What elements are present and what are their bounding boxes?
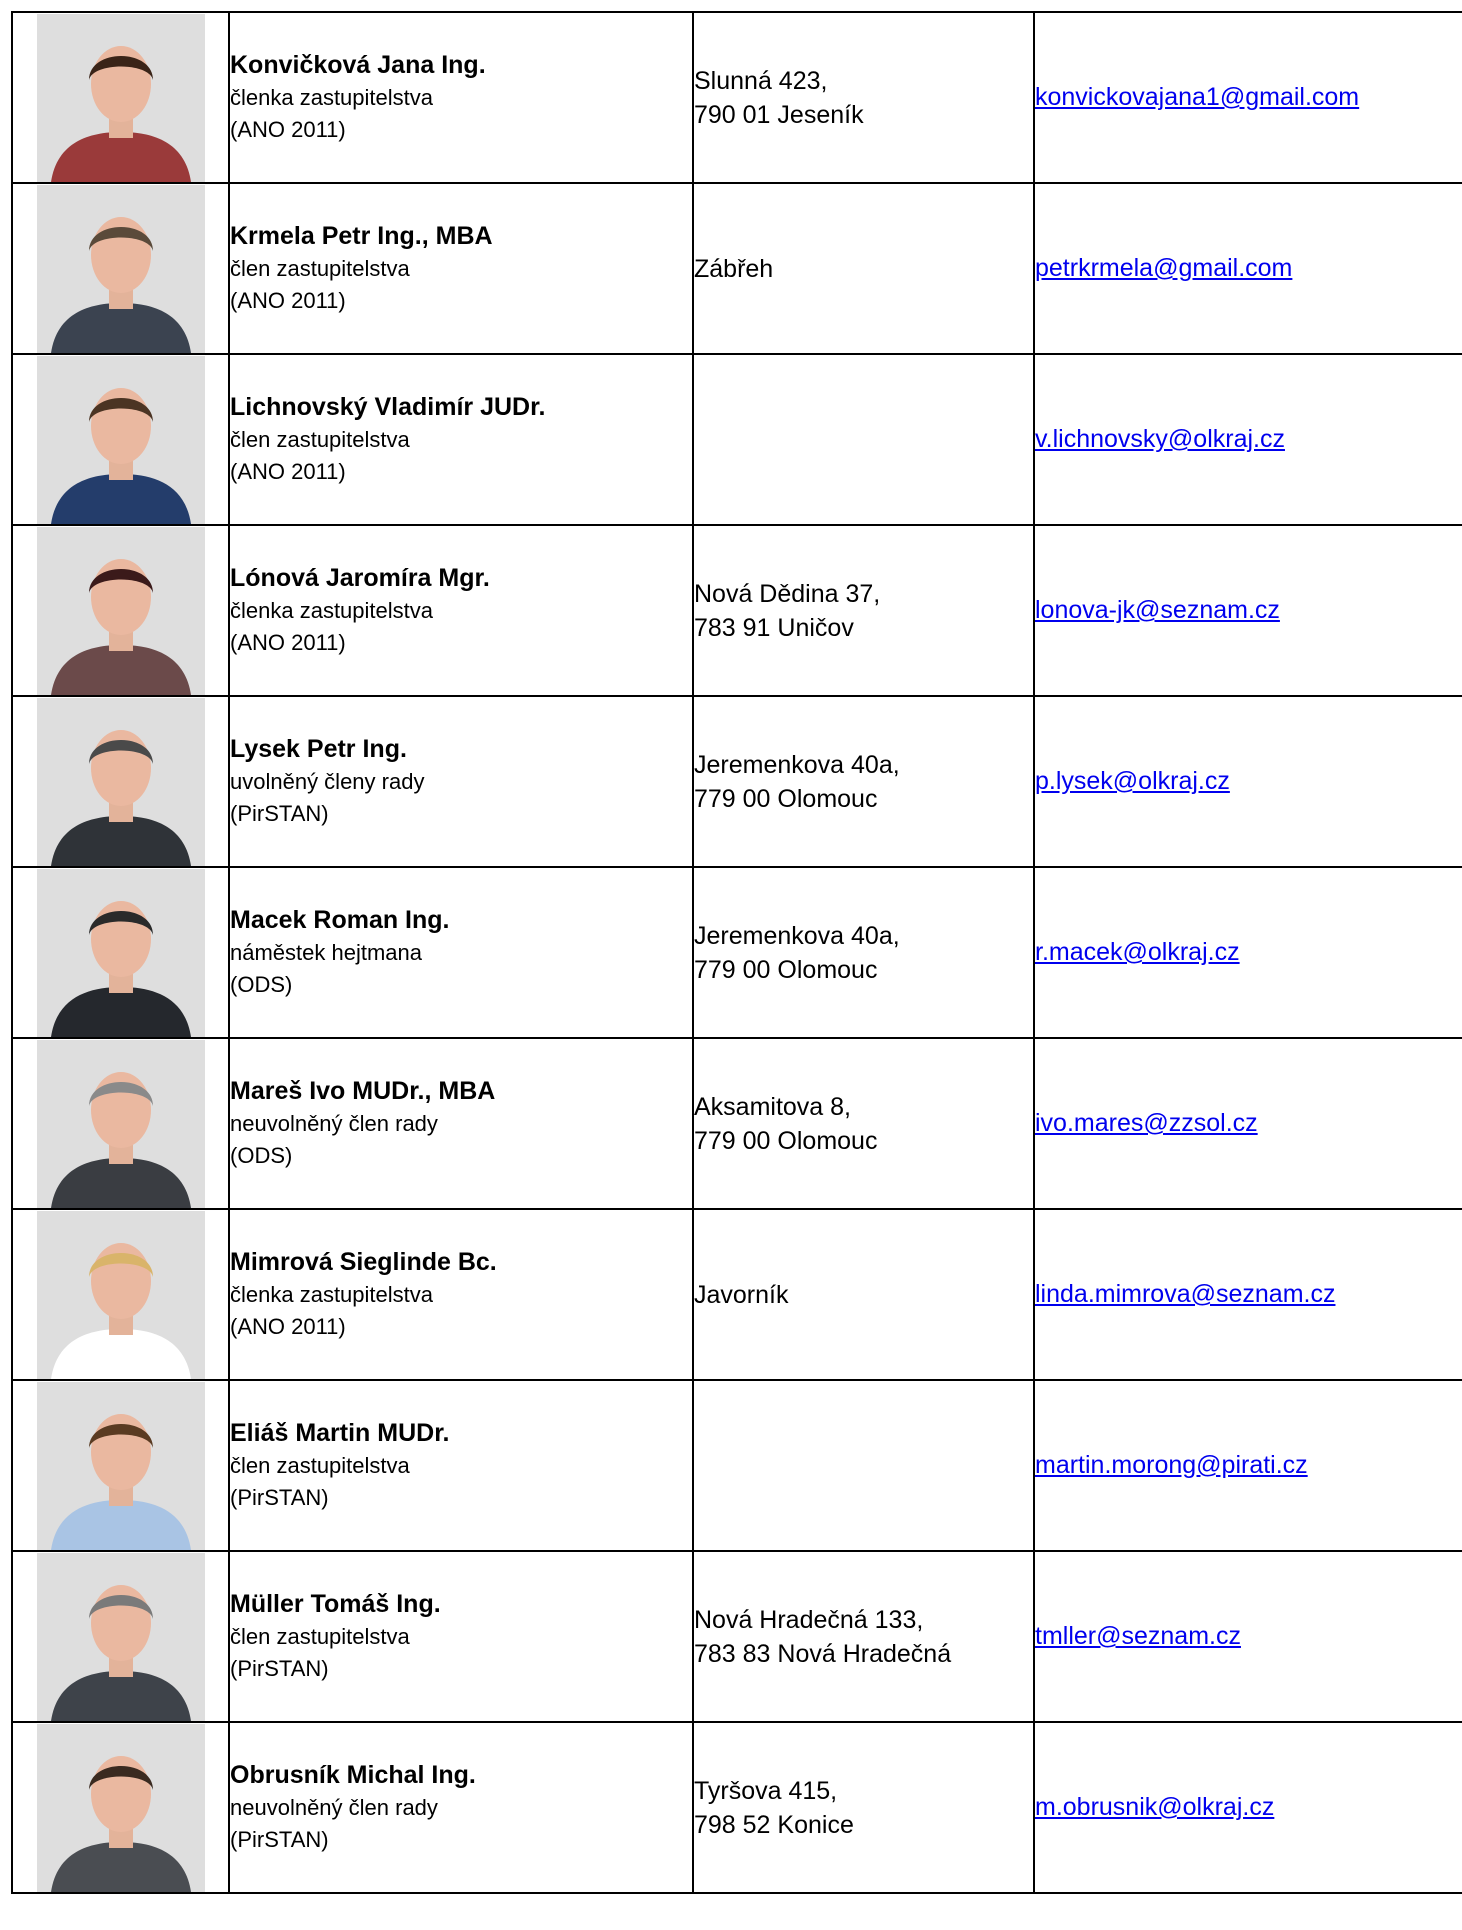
member-info-cell [229, 1551, 693, 1722]
member-role: uvolněný členy rady [230, 769, 425, 794]
photo-cell [12, 1722, 229, 1893]
member-portrait [37, 869, 205, 1037]
address-line: Jeremenkova 40a, [694, 750, 900, 779]
member-party: (ANO 2011) [230, 459, 346, 484]
member-email-cell [1034, 1380, 1462, 1551]
member-email-cell [1034, 1722, 1462, 1893]
member-portrait [37, 1382, 205, 1550]
member-address-cell [693, 1722, 1034, 1893]
photo-cell [12, 1551, 229, 1722]
table-row [12, 696, 1462, 867]
address-line: Javorník [694, 1280, 789, 1309]
member-role: neuvolněný člen rady [230, 1795, 438, 1820]
email-link[interactable]: r.macek@olkraj.cz [1035, 938, 1240, 966]
member-role: členka zastupitelstva [230, 1282, 433, 1307]
photo-cell [12, 696, 229, 867]
table-row [12, 1209, 1462, 1380]
member-party: (ANO 2011) [230, 117, 346, 142]
member-info-cell [229, 183, 693, 354]
address-line: Jeremenkova 40a, [694, 921, 900, 950]
member-address-cell [693, 354, 1034, 525]
member-party: (ANO 2011) [230, 630, 346, 655]
member-name: Lysek Petr Ing. [230, 735, 407, 763]
member-address-cell [693, 1209, 1034, 1380]
member-name: Obrusník Michal Ing. [230, 1761, 476, 1789]
member-address-cell [693, 1551, 1034, 1722]
member-portrait [37, 698, 205, 866]
council-members-table [11, 11, 1462, 1894]
photo-cell [12, 867, 229, 1038]
photo-cell [12, 1380, 229, 1551]
email-link[interactable]: v.lichnovsky@olkraj.cz [1035, 425, 1285, 453]
table-row [12, 867, 1462, 1038]
member-info-cell [229, 1209, 693, 1380]
email-link[interactable]: tmller@seznam.cz [1035, 1622, 1241, 1650]
member-role: člen zastupitelstva [230, 256, 410, 281]
address-line: Nová Dědina 37, [694, 579, 881, 608]
member-party: (ANO 2011) [230, 1314, 346, 1339]
member-name: Mimrová Sieglinde Bc. [230, 1248, 497, 1276]
email-link[interactable]: martin.morong@pirati.cz [1035, 1451, 1308, 1479]
email-link[interactable]: m.obrusnik@olkraj.cz [1035, 1793, 1275, 1821]
member-portrait [37, 527, 205, 695]
member-address-cell [693, 1038, 1034, 1209]
member-address-cell [693, 1380, 1034, 1551]
member-email-cell [1034, 525, 1462, 696]
address-line: Nová Hradečná 133, [694, 1605, 924, 1634]
member-name: Macek Roman Ing. [230, 906, 450, 934]
member-party: (PirSTAN) [230, 1485, 329, 1510]
member-role: členka zastupitelstva [230, 598, 433, 623]
member-name: Müller Tomáš Ing. [230, 1590, 441, 1618]
member-role: náměstek hejtmana [230, 940, 422, 965]
member-role: člen zastupitelstva [230, 1453, 410, 1478]
member-address-cell [693, 867, 1034, 1038]
member-info-cell [229, 867, 693, 1038]
table-row [12, 12, 1462, 183]
member-address-cell [693, 696, 1034, 867]
member-party: (ANO 2011) [230, 288, 346, 313]
table-row [12, 1038, 1462, 1209]
member-name: Lónová Jaromíra Mgr. [230, 564, 490, 592]
member-name: Konvičková Jana Ing. [230, 51, 486, 79]
member-party: (ODS) [230, 1143, 293, 1168]
member-portrait [37, 1724, 205, 1892]
address-line: 779 00 Olomouc [694, 955, 878, 984]
member-party: (PirSTAN) [230, 1827, 329, 1852]
member-role: členka zastupitelstva [230, 85, 433, 110]
photo-cell [12, 1038, 229, 1209]
member-role: člen zastupitelstva [230, 1624, 410, 1649]
email-link[interactable]: lonova-jk@seznam.cz [1035, 596, 1280, 624]
member-role: člen zastupitelstva [230, 427, 410, 452]
address-line: 798 52 Konice [694, 1810, 854, 1839]
address-line: Slunná 423, [694, 66, 828, 95]
member-info-cell [229, 354, 693, 525]
member-portrait [37, 356, 205, 524]
table-row [12, 525, 1462, 696]
photo-cell [12, 354, 229, 525]
member-address-cell [693, 525, 1034, 696]
email-link[interactable]: p.lysek@olkraj.cz [1035, 767, 1230, 795]
address-line: Aksamitova 8, [694, 1092, 852, 1121]
member-portrait [37, 14, 205, 182]
table-row [12, 354, 1462, 525]
photo-cell [12, 1209, 229, 1380]
email-link[interactable]: linda.mimrova@seznam.cz [1035, 1280, 1336, 1308]
address-line: 783 91 Uničov [694, 613, 854, 642]
member-name: Lichnovský Vladimír JUDr. [230, 393, 546, 421]
member-email-cell [1034, 1038, 1462, 1209]
member-email-cell [1034, 12, 1462, 183]
member-email-cell [1034, 867, 1462, 1038]
address-line: 783 83 Nová Hradečná [694, 1639, 952, 1668]
member-email-cell [1034, 183, 1462, 354]
member-role: neuvolněný člen rady [230, 1111, 438, 1136]
email-link[interactable]: petrkrmela@gmail.com [1035, 254, 1293, 282]
member-info-cell [229, 1038, 693, 1209]
address-line: 779 00 Olomouc [694, 1126, 878, 1155]
member-info-cell [229, 12, 693, 183]
table-row [12, 1551, 1462, 1722]
member-address-cell [693, 183, 1034, 354]
member-email-cell [1034, 1209, 1462, 1380]
photo-cell [12, 12, 229, 183]
member-info-cell [229, 525, 693, 696]
member-party: (PirSTAN) [230, 801, 329, 826]
member-name: Mareš Ivo MUDr., MBA [230, 1077, 496, 1105]
address-line: Zábřeh [694, 254, 774, 283]
member-name: Krmela Petr Ing., MBA [230, 222, 493, 250]
member-party: (ODS) [230, 972, 293, 997]
member-portrait [37, 1553, 205, 1721]
member-address-cell [693, 12, 1034, 183]
member-email-cell [1034, 1551, 1462, 1722]
member-info-cell [229, 696, 693, 867]
email-link[interactable]: konvickovajana1@gmail.com [1035, 83, 1360, 111]
table-row [12, 183, 1462, 354]
address-line: 779 00 Olomouc [694, 784, 878, 813]
address-line: 790 01 Jeseník [694, 100, 864, 129]
photo-cell [12, 183, 229, 354]
photo-cell [12, 525, 229, 696]
member-info-cell [229, 1722, 693, 1893]
table-row [12, 1722, 1462, 1893]
member-portrait [37, 185, 205, 353]
member-name: Eliáš Martin MUDr. [230, 1419, 450, 1447]
member-info-cell [229, 1380, 693, 1551]
member-portrait [37, 1040, 205, 1208]
member-portrait [37, 1211, 205, 1379]
member-party: (PirSTAN) [230, 1656, 329, 1681]
table-row [12, 1380, 1462, 1551]
address-line: Tyršova 415, [694, 1776, 838, 1805]
member-email-cell [1034, 696, 1462, 867]
email-link[interactable]: ivo.mares@zzsol.cz [1035, 1109, 1258, 1137]
member-email-cell [1034, 354, 1462, 525]
